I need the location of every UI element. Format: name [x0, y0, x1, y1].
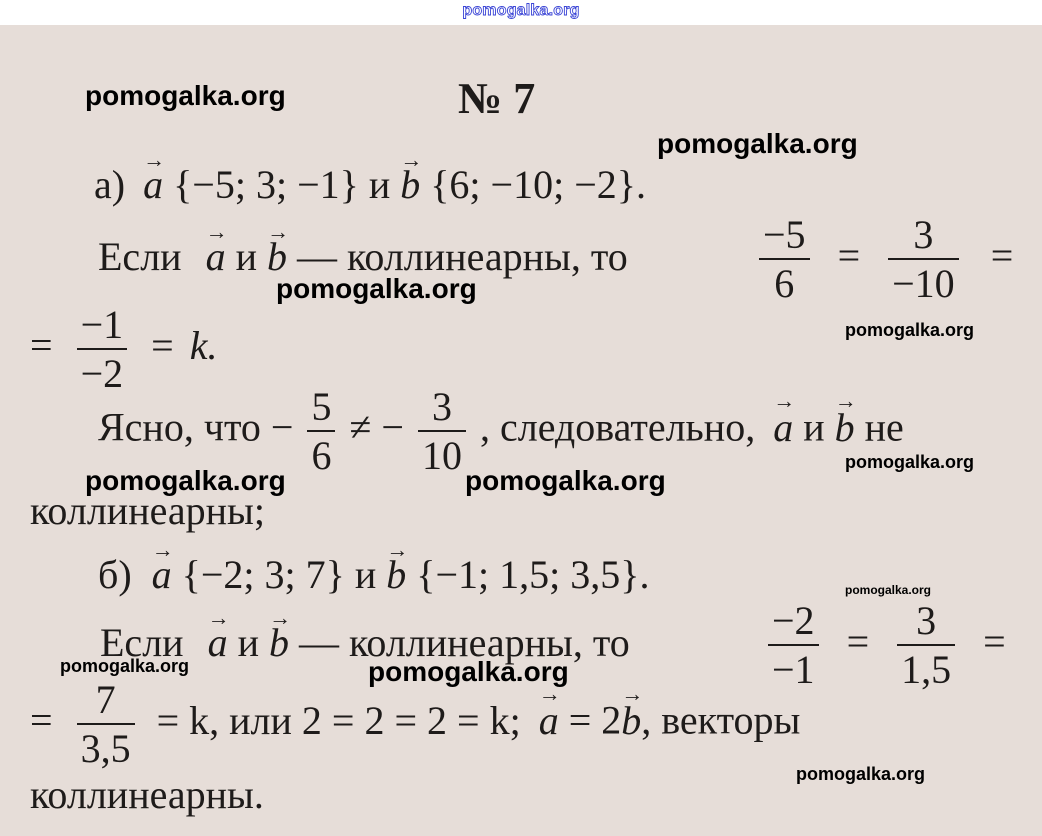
watermark: pomogalka.org — [85, 80, 286, 111]
watermark: pomogalka.org — [845, 452, 975, 472]
site-header-logo[interactable]: pomogalka.org — [462, 2, 580, 19]
watermark: pomogalka.org — [465, 465, 666, 496]
fraction-y: $\frac{3}{-10}$ — [888, 215, 959, 304]
ratio-z-row-a: = $\frac{-1}{-2}$ = k. — [30, 302, 218, 396]
vector-a-coords: {−2; 3; 7} — [181, 552, 345, 597]
part-b-collinear-line: Если → a и → b — коллинеарны, то — [100, 623, 630, 663]
collinear-then-text: — коллинеарны, то — [296, 234, 628, 279]
vector-a: → a — [152, 555, 172, 595]
problem-number: № 7 — [458, 74, 536, 123]
vector-a: → a — [143, 165, 163, 205]
ratio-row-a: $\frac{-5}{6}$ = $\frac{3}{-10}$ = — [755, 215, 1013, 304]
vector-b-coords: {6; −10; −2}. — [430, 162, 646, 207]
fraction-z: $\frac{-1}{-2}$ — [77, 305, 128, 394]
part-a-statement — [94, 162, 646, 207]
vector-b: → b — [386, 555, 406, 595]
fraction-5-6: $\frac{5}{6}$ — [307, 387, 335, 476]
watermark: pomogalka.org — [85, 465, 286, 496]
fraction-3-10: $\frac{3}{10}$ — [418, 387, 466, 476]
part-b-label: б) — [98, 552, 132, 597]
and-word: и — [235, 234, 257, 279]
watermark: pomogalka.org — [368, 656, 569, 687]
if-word: Если — [98, 234, 182, 279]
watermark: pomogalka.org — [276, 273, 477, 304]
ratio-z-row-b: = $\frac{7}{3,5}$ = k, или 2 = 2 = 2 = k; → a = 2→ b, векторы — [30, 680, 800, 769]
watermark: pomogalka.org — [796, 764, 926, 784]
textbook-page — [0, 25, 1042, 836]
fraction-z: $\frac{7}{3,5}$ — [77, 680, 135, 769]
and-word: и — [368, 162, 391, 207]
part-a-label: а) — [94, 162, 126, 207]
part-b-statement — [98, 552, 650, 597]
part-a-conclusion: коллинеарны; — [30, 488, 265, 533]
fraction-x: $\frac{-5}{6}$ — [759, 215, 810, 304]
vector-b: → b — [267, 237, 287, 277]
vector-a-coords: {−5; 3; −1} — [173, 162, 359, 207]
part-a-collinear-line — [98, 234, 628, 279]
vector-b: → b — [400, 165, 420, 205]
ratio-row-b: $\frac{-2}{-1}$ = $\frac{3}{1,5}$ = — [764, 601, 1006, 690]
fraction-x: $\frac{-2}{-1}$ — [768, 601, 819, 690]
watermark: pomogalka.org — [657, 128, 858, 159]
vector-a: → a — [206, 237, 226, 277]
watermark: pomogalka.org — [845, 583, 932, 597]
and-word: и — [354, 552, 377, 597]
coefficient-k: k. — [189, 322, 218, 368]
fraction-y: $\frac{3}{1,5}$ — [897, 601, 955, 690]
vector-b-coords: {−1; 1,5; 3,5}. — [416, 552, 650, 597]
watermark: pomogalka.org — [60, 656, 190, 676]
part-b-conclusion: коллинеарны. — [30, 772, 264, 817]
not-equal-line: Ясно, что − $\frac{5}{6}$ ≠ − $\frac{3}{10}$ , следовательно, → a и → b не — [98, 387, 904, 476]
watermark: pomogalka.org — [845, 320, 975, 340]
